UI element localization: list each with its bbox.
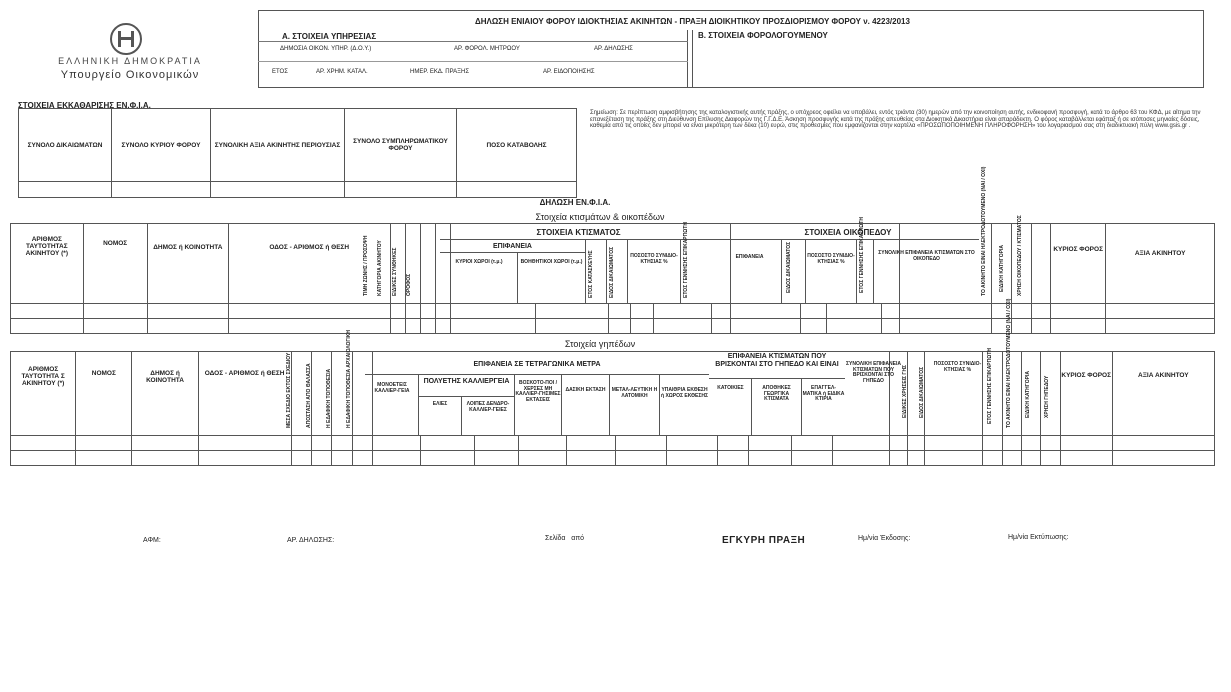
country-name: ΕΛΛΗΝΙΚΗ ΔΗΜΟΚΡΑΤΙΑ <box>58 56 202 66</box>
right-type-header: ΕΙΔΟΣ ΔΙΚΑΙΩΜΑΤΟΣ <box>609 246 615 298</box>
plot-surface-header: ΕΠΙΦΑΝΕΙΑ <box>735 254 764 260</box>
street-header: ΟΔΟΣ - ΑΡΙΘΜΟΣ ή ΘΕΣΗ <box>228 224 390 304</box>
in-plan-header: ΜΕΣΑ ΣΧΕΔΙΟ ΕΚΤΟΣ ΣΧΕΔΙΟΥ <box>286 352 292 428</box>
outdoor-exhibition-header: ΥΠΑΙΘΡΙΑ ΕΚΘΕΣΗ ή ΧΩΡΟΣ ΕΚΘΕΣΗΣ <box>661 387 708 399</box>
other-tree-crops-header: ΛΟΙΠΕΣ ΔΕΝΔΡΟ-ΚΑΛΛΙΕΡ-ΓΕΙΕΣ <box>466 401 510 413</box>
forest-area-header: ΔΑΣΙΚΗ ΕΚΤΑΣΗ <box>565 387 606 393</box>
perennial-crops-header: ΠΟΛΥΕΤΗΣ ΚΑΛΛΙΕΡΓΕΙΑ <box>423 378 510 385</box>
property-category-header: ΚΑΤΗΓΟΡΙΑ ΑΚΙΝΗΤΟΥ <box>377 240 383 296</box>
mining-quarry-header: ΜΕΤΑΛ-ΛΕΥΤΙΚΗ Η ΛΑΤΟΜΙΚΗ <box>611 387 658 399</box>
plot-use-header: ΧΡΗΣΗ ΟΙΚΟΠΕΔΟΥ / ΚΤΙΣΜΑΤΟΣ <box>1017 215 1023 296</box>
doy-label: ΔΗΜΟΣΙΑ ΟΙΚΟΝ. ΥΠΗΡ. (Δ.Ο.Υ.) <box>280 46 372 52</box>
cash-receipt-label: ΑΡ. ΧΡΗΜ. ΚΑΤΑΛ. <box>316 69 368 75</box>
issue-date-footer-label: Ημ/νία Έκδοσης: <box>858 535 911 542</box>
plot-usufructuary-year-header: ΕΤΟΣ ΓΕΝΝΗΣΗΣ ΕΠΙΚΑΡΠΩΤΗ <box>859 217 865 293</box>
olives-header: ΕΛΙΕΣ <box>432 401 448 407</box>
fields-total-building-surface-header: ΣΥΝΟΛΙΚΗ ΕΠΙΦΑΝΕΙΑ ΚΤΙΣΜΑΤΩΝ ΠΟΥ ΒΡΙΣΚΟΝΤΑΙ ΣΤΟ ΓΗΠΕΔΟ <box>846 361 901 384</box>
ministry-name: Υπουργείο Οικονομικών <box>60 69 200 81</box>
plot-right-type-header: ΕΙΔΟΣ ΔΙΚΑΙΩΜΑΤΟΣ <box>786 241 792 293</box>
floor-header: ΟΡΟΦΟΣ <box>406 273 412 296</box>
valid-act-label: ΕΓΚΥΡΗ ΠΡΑΞΗ <box>722 535 806 546</box>
fields-municipality-header: ΔΗΜΟΣ ή ΚΟΙΝΟΤΗΤΑ <box>132 352 198 436</box>
issue-date-label: ΗΜΕΡ. ΕΚΔ. ΠΡΑΞΗΣ <box>410 69 470 75</box>
special-conditions-header: ΕΙΔΙΚΕΣ ΣΥΝΘΗΚΕΣ <box>392 247 398 296</box>
construction-year-header: ΕΤΟΣ ΚΑΤΑΣΚΕΥΗΣ <box>588 250 594 298</box>
total-main-tax-header: ΣΥΝΟΛΟ ΚΥΡΙΟΥ ΦΟΡΟΥ <box>112 109 211 182</box>
zone-price-header: ΤΙΜΗ ΖΩΝΗΣ / ΠΡΟΣΟΨΗ <box>363 235 369 296</box>
year-label: ΕΤΟΣ <box>272 69 288 75</box>
total-property-value-header: ΣΥΝΟΛΙΚΗ ΑΞΙΑ ΑΚΙΝΗΤΗΣ ΠΕΡΙΟΥΣΙΑΣ <box>211 109 345 182</box>
total-supplementary-tax-header: ΣΥΝΟΛΟ ΣΥΜΠΛΗΡΩΜΑΤΙΚΟΥ ΦΟΡΟΥ <box>345 109 457 182</box>
main-tax-header: ΚΥΡΙΟΣ ΦΟΡΟΣ <box>1051 224 1106 304</box>
settlement-table <box>18 108 577 198</box>
special-land-use-header: ΕΙΔΙΚΕΣ ΧΡΗΣΕΙΣ ΓΗΣ <box>902 364 908 418</box>
fields-co-ownership-header: ΠΟΣΟΣΤΟ ΣΥΝΙΔΙΟ-ΚΤΗΣΙΑΣ % <box>933 361 982 373</box>
afm-label: ΑΦΜ: <box>143 537 161 544</box>
warehouses-header: ΑΠΟΘΗΚΕΣ ΓΕΩΡΓΙΚΑ ΚΤΙΣΜΑΤΑ <box>762 385 791 402</box>
sea-distance-header: ΑΠΟΣΤΑΣΗ ΑΠΟ ΘΑΛΑΣΣΑ <box>306 363 312 428</box>
annual-crops-header: ΜΟΝΟΕΤΕΙΣ ΚΑΛΛΙΕΡ-ΓΕΙΑ <box>374 382 410 394</box>
buildings-section-title: Στοιχεία κτισμάτων & οικοπέδων <box>535 212 665 222</box>
usufructuary-birth-year-header: ΕΤΟΣ ΓΕΝΝΗΣΗΣ ΕΠΙΚΑΡΠΩΤΗ <box>683 222 689 298</box>
fields-property-id-header: ΑΡΙΘΜΟΣ ΤΑΥΤΟΤΗΤΑ Σ ΑΚΙΝΗΤΟΥ (*) <box>11 352 76 436</box>
special-category-header: ΕΙΔΙΚΗ ΚΑΤΗΓΟΡΙΑ <box>999 244 1005 292</box>
surface-sqm-header: ΕΠΙΦΑΝΕΙΑ ΣΕ ΤΕΤΡΑΓΩΝΙΚΑ ΜΕΤΡΑ <box>473 361 601 368</box>
professional-buildings-header: ΕΠΑΓΓΕΛ-ΜΑΤΙΚΑ ή ΕΙΔΙΚΑ ΚΤΙΡΙΑ <box>802 385 845 402</box>
form-title: ΔΗΛΩΣΗ ΕΝΙΑΙΟΥ ΦΟΡΟΥ ΙΔΙΟΚΤΗΣΙΑΣ ΑΚΙΝΗΤΩΝ - ΠΡΑΞΗ ΔΙΟΙΚΗΤΙΚΟΥ ΠΡΟΣΔΙΟΡΙΣΜΟΥ ΦΟΡΟΥ ν. 4223/2013 <box>475 17 910 26</box>
appeal-note: Σημείωση: Σε περίπτωση αμφισβήτησης της καταλογιστικής αυτής πράξης, ο υπόχρεος οφείλει να υποβάλει, εντός τριάντα (30) ημερών από την κοινοποίηση αυτής, ενδικοφανή προσφυγή, κατά το άρθρο 63 του ΚΦΔ, με αίτημα την επανεξέταση της πράξης στη Διεύθυνση Επίλυσης Διαφορών της Γ.Γ.Δ.Ε. Άσκηση προσφυγής κατά της πράξης απευθείας στα Διοικητικά Δικαστήρια είναι απαράδεκτη. Ο φόρος καταβάλλεται εφάπαξ ή σε ισόποσες μηνιαίες δόσεις, καθεμία από τις οποίες δεν μπορεί να είναι μικρότερη των δέκα (10) ευρώ, στις προθεσμίες που εμφανίζονται στην καρτέλα «ΠΡΟΣΩΠΟΠΟΙΗΜΕΝΗ ΠΛΗΡΟΦΟΡΗΣΗ» του λογαριασμού σας στη διαδικτυακή πύλη www.gsis.gr . <box>590 110 1201 130</box>
property-id-header: ΑΡΙΘΜΟΣ ΤΑΥΤΟΤΗΤΑΣ ΑΚΙΝΗΤΟΥ (*) <box>11 224 84 304</box>
electrified-header: ΤΟ ΑΚΙΝΗΤΟ ΕΙΝΑΙ ΗΛΕΚΤΡΟΔΟΤΟΥΜΕΝΟ (ΝΑΙ / ΟΧΙ) <box>981 166 987 296</box>
fields-electrified-header: ΤΟ ΑΚΙΝΗΤΟ ΕΙΝΑΙ ΗΛΕΚΤΡΟΔΟΤΟΥΜΕΝΟ (ΝΑΙ / ΟΧΙ) <box>1006 298 1012 428</box>
surface-header: ΕΠΙΦΑΝΕΙΑ <box>492 243 532 250</box>
prefecture-header: ΝΟΜΟΣ <box>83 224 147 304</box>
territorial-location-header: Η ΕΔΑΦΙΚΗ ΤΟΠΟΘΕΣΙΑ <box>326 368 332 428</box>
section-b-title: Β. ΣΤΟΙΧΕΙΑ ΦΟΡΟΛΟΓΟΥΜΕΝΟΥ <box>698 31 828 40</box>
property-value-header: ΑΞΙΑ ΑΚΙΝΗΤΟΥ <box>1106 224 1215 304</box>
residences-header: ΚΑΤΟΙΚΙΕΣ <box>717 385 744 391</box>
fields-main-tax-header: ΚΥΡΙΟΣ ΦΟΡΟΣ <box>1060 352 1112 436</box>
fields-street-header: ΟΔΟΣ - ΑΡΙΘΜΟΣ ή ΘΕΣΗ <box>198 352 291 436</box>
plot-co-ownership-header: ΠΟΣΟΣΤΟ ΣΥΝΙΔΙΟ-ΚΤΗΣΙΑΣ % <box>807 253 855 265</box>
building-data-header: ΣΤΟΙΧΕΙΑ ΚΤΙΣΜΑΤΟΣ <box>536 228 621 237</box>
fields-prefecture-header: ΝΟΜΟΣ <box>76 352 132 436</box>
declaration-no-label: ΑΡ. ΔΗΛΩΣΗΣ <box>594 46 633 52</box>
greek-coat-of-arms-icon <box>110 23 142 55</box>
payment-amount-header: ΠΟΣΟ ΚΑΤΑΒΟΛΗΣ <box>457 109 577 182</box>
fields-right-type-header: ΕΙΔΟΣ ΔΙΚΑΙΩΜΑΤΟΣ <box>919 366 925 418</box>
total-building-surface-header: ΣΥΝΟΛΙΚΗ ΕΠΙΦΑΝΕΙΑ ΚΤΙΣΜΑΤΩΝ ΣΤΟ ΟΙΚΟΠΕΔΟ <box>878 250 975 262</box>
section-b-frame <box>692 30 1204 88</box>
declaration-title: ΔΗΛΩΣΗ ΕΝ.Φ.Ι.Α. <box>539 198 611 207</box>
fields-section-title: Στοιχεία γηπέδων <box>564 339 636 349</box>
archaeological-location-header: Η ΕΔΑΦΙΚΗ ΤΟΠΟΘΕΣΙΑ ΑΡΧΑΙΟΛΟΓΙΚΗ <box>346 329 352 428</box>
co-ownership-header: ΠΟΣΟΣΤΟ ΣΥΝΙΔΙΟ-ΚΤΗΣΙΑΣ % <box>630 253 678 265</box>
declaration-number-label: ΑΡ. ΔΗΛΩΣΗΣ: <box>287 537 335 544</box>
section-a-title: Α. ΣΤΟΙΧΕΙΑ ΥΠΗΡΕΣΙΑΣ <box>282 32 377 41</box>
notice-no-label: ΑΡ. ΕΙΔΟΠΟΙΗΣΗΣ <box>543 69 595 75</box>
fields-usufructuary-year-header: ΕΤΟΣ ΓΕΝΝΗΣΗΣ ΕΠΙΚΑΡΠΩΤΗ <box>987 348 993 424</box>
field-use-header: ΧΡΗΣΗ ΓΗΠΕΔΟΥ <box>1044 375 1050 418</box>
main-spaces-header: ΚΥΡΙΟΙ ΧΩΡΟΙ (τ.μ.) <box>455 259 503 265</box>
tax-register-label: ΑΡ. ΦΟΡΟΛ. ΜΗΤΡΩΟΥ <box>454 46 520 52</box>
building-surface-on-field-header: ΕΠΙΦΑΝΕΙΑ ΚΤΙΣΜΑΤΩΝ ΠΟΥ ΒΡΙΣΚΟΝΤΑΙ ΣΤΟ ΓΗΠΕΔΟ ΚΑΙ ΕΙΝΑΙ <box>715 353 839 368</box>
municipality-header: ΔΗΜΟΣ ή ΚΟΙΝΟΤΗΤΑ <box>147 224 228 304</box>
settlement-title: ΣΤΟΙΧΕΙΑ ΕΚΚΑΘΑΡΙΣΗΣ ΕΝ.Φ.Ι.Α. <box>18 101 151 110</box>
total-rights-header: ΣΥΝΟΛΟ ΔΙΚΑΙΩΜΑΤΩΝ <box>19 109 112 182</box>
print-date-footer-label: Ημ/νία Εκτύπωσης: <box>1008 534 1069 541</box>
plot-data-header: ΣΤΟΙΧΕΙΑ ΟΙΚΟΠΕΔΟΥ <box>804 228 892 237</box>
pastures-header: ΒΟΣΚΟΤΟ-ΠΟΙ / ΧΕΡΣΕΣ ΜΗ ΚΑΛΛΙΕΡ-ΓΗΣΙΜΕΣ ΕΚΤΑΣΕΙΣ <box>515 380 561 403</box>
page-number-label: Σελίδα από <box>545 535 585 542</box>
fields-special-category-header: ΕΙΔΙΚΗ ΚΑΤΗΓΟΡΙΑ <box>1025 370 1031 418</box>
section-a-frame <box>258 30 688 88</box>
auxiliary-spaces-header: ΒΟΗΘΗΤΙΚΟΙ ΧΩΡΟΙ (τ.μ.) <box>520 259 583 265</box>
fields-property-value-header: ΑΞΙΑ ΑΚΙΝΗΤΟΥ <box>1112 352 1214 436</box>
